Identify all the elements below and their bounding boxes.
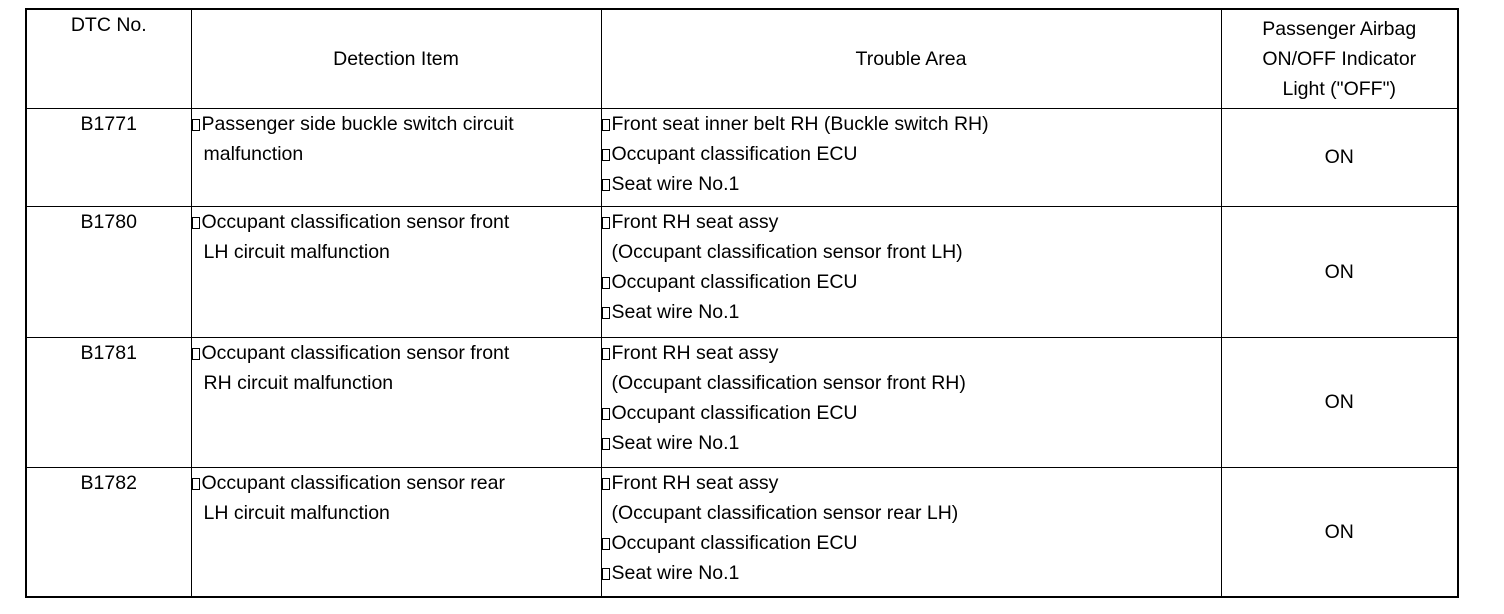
table-row xyxy=(26,108,1458,206)
detection-item: Passenger side buckle switch circuit malfunction xyxy=(192,109,601,169)
trouble-area-item: Occupant classification ECU xyxy=(602,267,1221,297)
checkbox-square-icon xyxy=(602,568,610,580)
checkbox-square-icon xyxy=(602,408,610,420)
header-row xyxy=(26,9,1458,108)
dtc-code: B1781 xyxy=(26,337,191,467)
checkbox-square-icon xyxy=(192,478,200,490)
header-indicator-light xyxy=(1221,9,1458,108)
trouble-area-cell xyxy=(601,337,1221,467)
dtc-code: B1782 xyxy=(26,467,191,597)
trouble-area-item: Front RH seat assy xyxy=(602,338,1221,368)
checkbox-square-icon xyxy=(602,179,610,191)
trouble-area-item: Seat wire No.1 xyxy=(602,169,1221,199)
trouble-area-item: Front RH seat assy xyxy=(602,468,1221,498)
checkbox-square-icon xyxy=(602,119,610,131)
checkbox-square-icon xyxy=(192,217,200,229)
checkbox-square-icon xyxy=(602,277,610,289)
trouble-area-item: Seat wire No.1 xyxy=(602,558,1221,588)
trouble-area-item: Seat wire No.1 xyxy=(602,428,1221,458)
header-detection-item: Detection Item xyxy=(191,9,601,108)
detection-item: Occupant classification sensor front RH circuit malfunction xyxy=(192,338,601,398)
indicator-value: ON xyxy=(1221,337,1458,467)
indicator-value: ON xyxy=(1221,108,1458,206)
trouble-area-item: Seat wire No.1 xyxy=(602,297,1221,327)
trouble-area-item: Occupant classification ECU xyxy=(602,139,1221,169)
table-row xyxy=(26,206,1458,337)
detection-item: Occupant classification sensor front LH circuit malfunction xyxy=(192,207,601,267)
table-row xyxy=(26,337,1458,467)
header-indicator-line: ON/OFF Indicator xyxy=(1262,47,1417,70)
indicator-value: ON xyxy=(1221,467,1458,597)
checkbox-square-icon xyxy=(602,149,610,161)
checkbox-square-icon xyxy=(602,348,610,360)
detection-item-cell xyxy=(191,108,601,206)
table-row xyxy=(26,467,1458,597)
trouble-area-subnote: (Occupant classification sensor rear LH) xyxy=(611,501,959,524)
trouble-area-item: Front RH seat assy xyxy=(602,207,1221,237)
trouble-area-cell xyxy=(601,467,1221,597)
header-indicator-line: Passenger Airbag xyxy=(1262,17,1417,40)
checkbox-square-icon xyxy=(602,217,610,229)
checkbox-square-icon xyxy=(602,307,610,319)
dtc-table xyxy=(25,8,1459,598)
header-indicator-line: Light ("OFF") xyxy=(1282,77,1397,100)
checkbox-square-icon xyxy=(602,438,610,450)
trouble-area-cell xyxy=(601,108,1221,206)
trouble-area-item: Occupant classification ECU xyxy=(602,398,1221,428)
detection-item-cell xyxy=(191,337,601,467)
trouble-area-subnote: (Occupant classification sensor front RH) xyxy=(611,371,966,394)
dtc-code: B1771 xyxy=(26,108,191,206)
detection-item-cell xyxy=(191,467,601,597)
trouble-area-item: Front seat inner belt RH (Buckle switch RH) xyxy=(602,109,1221,139)
header-trouble-area: Trouble Area xyxy=(601,9,1221,108)
trouble-area-subnote: (Occupant classification sensor front LH) xyxy=(611,240,963,263)
checkbox-square-icon xyxy=(602,538,610,550)
detection-item-cell xyxy=(191,206,601,337)
indicator-value: ON xyxy=(1221,206,1458,337)
detection-item: Occupant classification sensor rear LH circuit malfunction xyxy=(192,468,601,528)
trouble-area-item: Occupant classification ECU xyxy=(602,528,1221,558)
dtc-code: B1780 xyxy=(26,206,191,337)
checkbox-square-icon xyxy=(192,119,200,131)
trouble-area-cell xyxy=(601,206,1221,337)
checkbox-square-icon xyxy=(192,348,200,360)
header-dtc-no: DTC No. xyxy=(26,9,191,108)
checkbox-square-icon xyxy=(602,478,610,490)
